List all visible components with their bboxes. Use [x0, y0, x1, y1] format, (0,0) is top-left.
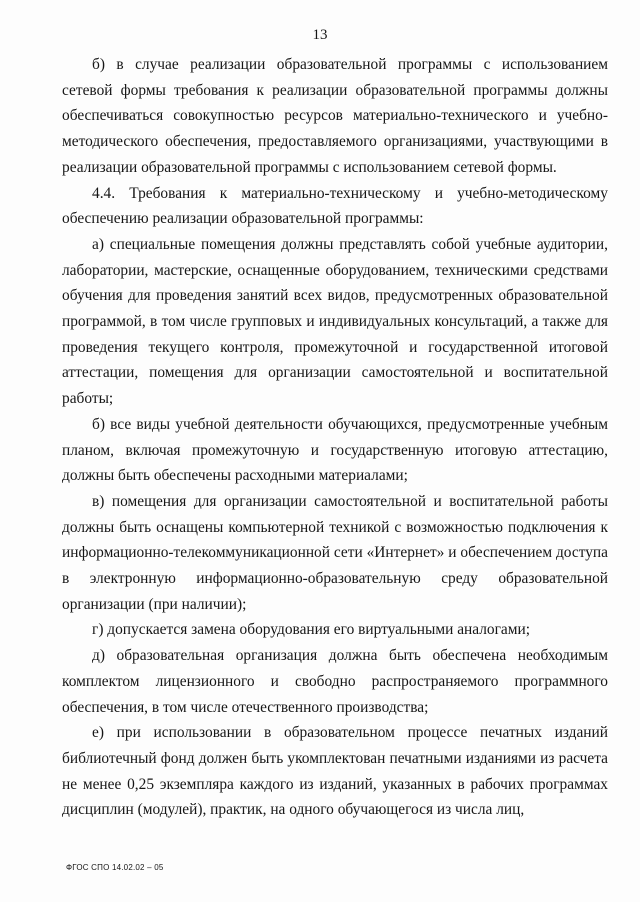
paragraph-item-v: в) помещения для организации самостоятельной и воспитательной работы должны быть оснащены компьютерной техникой с возможностью подключения к информационно-телекоммуникационной сети «Интернет» и обеспечением доступа в электронную информационно-образовательную среду образовательной организации (при наличии); — [62, 492, 608, 613]
document-code-footer: ФГОС СПО 14.02.02 – 05 — [66, 863, 164, 872]
paragraph-item-e: е) при использовании в образовательном процессе печатных изданий библиотечный фонд должен быть укомплектован печатными изданиями из расчета не менее 0,25 экземпляра каждого из изданий, указанных в рабочих программах дисциплин (модулей), практик, на одного обучающегося из числа лиц, — [62, 724, 608, 819]
paragraph-item-a: а) специальные помещения должны представлять собой учебные аудитории, лаборатории, мастерские, оснащенные оборудованием, техническими средствами обучения для проведения занятий всех видов, предусмотренных образовательной программой, в том числе групповых и индивидуальных консультаций, а также для проведения текущего контроля, промежуточной и государственной итоговой аттестации, помещения для организации самостоятельной и воспитательной работы; — [62, 235, 608, 408]
paragraph-section-4-4: 4.4. Требования к материально-техническому и учебно-методическому обеспечению реализации образовательной программы: — [62, 184, 608, 228]
document-body — [62, 52, 608, 823]
paragraph-item-g: г) допускается замена оборудования его виртуальными аналогами; — [92, 621, 530, 639]
paragraph-item-b: б) все виды учебной деятельности обучающихся, предусмотренные учебным планом, включая промежуточную и государственную итоговую аттестацию, должны быть обеспечены расходными материалами; — [62, 415, 608, 485]
page-number: 13 — [312, 27, 328, 43]
paragraph-item-d: д) образовательная организация должна быть обеспечена необходимым комплектом лицензионного и свободно распространяемого программного обеспечения, в том числе отечественного производства; — [62, 647, 608, 716]
paragraph-network-form: б) в случае реализации образовательной программы с использованием сетевой формы требования к реализации образовательной программы должны обеспечиваться совокупностью ресурсов материально-технического и учебно-методического обеспечения, предоставляемого организациями, участвующими в реализации образовательной программы с использованием сетевой формы. — [62, 56, 608, 176]
